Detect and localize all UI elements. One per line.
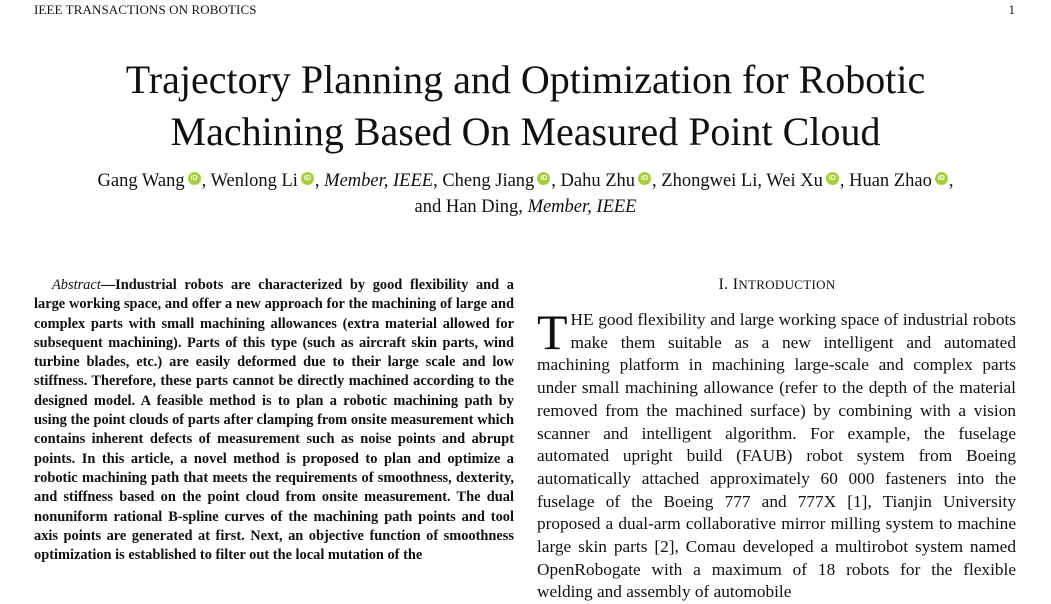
orcid-icon[interactable]: iD bbox=[537, 172, 550, 185]
author-name: Gang Wang bbox=[97, 171, 185, 191]
orcid-icon[interactable]: iD bbox=[826, 172, 839, 185]
section-heading-introduction bbox=[537, 276, 1017, 294]
author-separator: , bbox=[948, 171, 954, 191]
author-membership: Member, IEEE bbox=[527, 197, 637, 217]
author-line-2 bbox=[0, 194, 1051, 220]
introduction-paragraph bbox=[537, 304, 1016, 604]
abstract-text: Industrial robots are characterized by good flexibility and a large working space, and offer a new approach for the machining of large and complex parts with small machining allowances (extra material allowed for subsequent machining). Parts of this type (such as aircraft skin parts, wind turbine blades, etc.) are easily deformed due to their large scale and low stiffness. Therefore, these parts cannot be directly machined according to the designed model. A feasible method is to plan a robotic machining path by using the point clouds of parts after clamping from onsite measurement which contains inherent defects of measurement such as noise points and abrupt points. In this article, a novel method is proposed to plan and optimize a robotic machining path that meets the requirements of smoothness, dexterity, and stiffness based on the point cloud from onsite measurement. The dual nonuniform rational B-spline curves of the machining path points and tool axis points are generated at first. Next, an objective function of smoothness optimization is established to filter out the local mutation of the bbox=[34, 277, 514, 564]
title-line-1: Trajectory Planning and Optimization for Robotic bbox=[125, 57, 926, 102]
orcid-icon[interactable]: iD bbox=[935, 172, 948, 185]
author-separator: , bbox=[314, 171, 325, 191]
section-title-initial: I bbox=[732, 276, 739, 293]
introduction-text: good flexibility and large working space of industrial robots make them suitable as a new intelligent and automated machining platform in machining large-scale and complex parts under small machining allowance (refer to the depth of the material removed from the machined surface) by combining with a vision scanner and intelligent algorithm. For example, the fuselage automated upright build (FAUB) robot system from Boeing automatically attached approximately 60 000 fasteners into the fuselage of the Boeing 777 and 777X [1], Tianjin University proposed a dual-arm collaborative mirror milling system to machine large skin parts [2], Comau developed a multirobot system named OpenRobogate with a maximum of 18 robots for the flexible welding and assembly of automobile bbox=[537, 310, 1016, 602]
orcid-icon[interactable]: iD bbox=[638, 172, 651, 185]
drop-cap: T bbox=[537, 304, 568, 360]
abstract-label: Abstract bbox=[52, 277, 101, 293]
author-name: , Wenlong Li bbox=[201, 171, 298, 191]
author-name: , Zhongwei Li, Wei Xu bbox=[652, 171, 823, 191]
orcid-icon[interactable]: iD bbox=[188, 172, 201, 185]
abstract bbox=[34, 276, 514, 565]
orcid-icon[interactable]: iD bbox=[301, 172, 314, 185]
author-name: , Cheng Jiang bbox=[433, 171, 535, 191]
running-head: IEEE TRANSACTIONS ON ROBOTICS bbox=[34, 2, 257, 17]
section-number: I. bbox=[718, 276, 729, 293]
author-name: , Huan Zhao bbox=[839, 171, 932, 191]
paper-title bbox=[0, 54, 1051, 158]
author-name: , Dahu Zhu bbox=[551, 171, 636, 191]
abstract-dash: — bbox=[100, 277, 116, 293]
page-number: 1 bbox=[1008, 2, 1015, 17]
author-membership: Member, IEEE bbox=[324, 171, 434, 191]
title-line-2: Machining Based On Measured Point Cloud bbox=[170, 109, 881, 154]
section-title-rest: NTRODUCTION bbox=[738, 277, 836, 292]
author-name: and Han Ding, bbox=[414, 197, 528, 217]
author-line-1 bbox=[0, 168, 1051, 194]
author-list bbox=[0, 168, 1051, 220]
first-word-rest: HE bbox=[570, 310, 594, 329]
